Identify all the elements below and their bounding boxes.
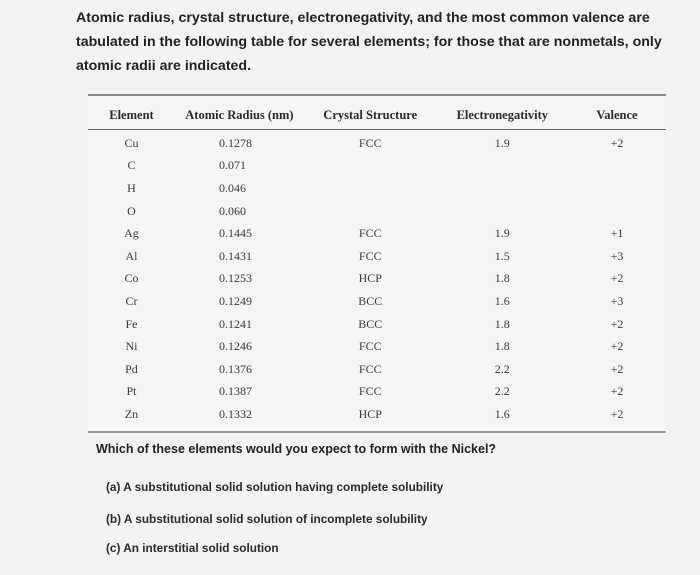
- cell-crystal-structure: FCC: [358, 384, 382, 399]
- cell-valence: +2: [610, 361, 624, 376]
- cell-crystal-structure: FCC: [358, 339, 382, 354]
- header-atomic-radius: Atomic Radius (nm): [185, 107, 294, 122]
- cell-atomic-radius: 0.1431: [218, 248, 252, 263]
- cell-crystal-structure: [304, 177, 437, 200]
- cell-element: Pt: [126, 384, 137, 399]
- cell-crystal-structure: [304, 155, 437, 178]
- cell-electronegativity: [437, 177, 568, 200]
- table-row: [88, 245, 666, 268]
- cell-electronegativity: 1.9: [494, 226, 510, 241]
- table-row: [88, 177, 666, 200]
- cell-valence: +2: [610, 316, 624, 331]
- header-crystal-structure: Crystal Structure: [323, 107, 418, 122]
- cell-atomic-radius: 0.1445: [218, 226, 252, 241]
- cell-atomic-radius: 0.1387: [218, 384, 252, 399]
- table-row: [88, 132, 666, 155]
- cell-crystal-structure: HCP: [358, 406, 382, 421]
- cell-valence: +2: [610, 135, 624, 150]
- cell-element: Al: [125, 248, 138, 263]
- cell-valence: +2: [610, 339, 624, 354]
- cell-atomic-radius: 0.1241: [218, 316, 252, 331]
- table-row: [88, 222, 666, 245]
- cell-atomic-radius: 0.046: [218, 180, 246, 195]
- cell-valence: +1: [610, 226, 624, 241]
- table-header-row: [88, 98, 666, 132]
- table-top-rule: [88, 94, 666, 96]
- cell-atomic-radius: 0.1253: [218, 271, 252, 286]
- cell-electronegativity: [437, 155, 568, 178]
- cell-valence: +3: [610, 248, 624, 263]
- cell-electronegativity: 1.8: [494, 316, 510, 331]
- table-row: [88, 358, 666, 381]
- cell-crystal-structure: [304, 200, 437, 223]
- cell-electronegativity: 1.5: [494, 248, 510, 263]
- cell-atomic-radius: 0.1246: [218, 339, 252, 354]
- cell-valence: [568, 177, 666, 200]
- intro-paragraph: Atomic radius, crystal structure, electronegativity, and the most common valence are tabulated in the following table for several elements; for those that are nonmetals, only atomic radii are indicated.: [76, 10, 662, 74]
- header-valence: Valence: [596, 107, 638, 122]
- cell-electronegativity: 1.6: [494, 293, 510, 308]
- cell-element: C: [127, 158, 136, 173]
- cell-electronegativity: [437, 200, 568, 223]
- cell-element: Cu: [124, 135, 139, 150]
- cell-element: Pd: [125, 361, 138, 376]
- table-row: [88, 335, 666, 358]
- cell-crystal-structure: BCC: [358, 316, 383, 331]
- cell-element: Fe: [125, 316, 138, 331]
- option-a: (a) A substitutional solid solution having complete solubility: [106, 480, 444, 494]
- cell-crystal-structure: HCP: [358, 271, 382, 286]
- cell-crystal-structure: BCC: [358, 293, 383, 308]
- cell-element: Cr: [125, 293, 138, 308]
- cell-crystal-structure: FCC: [358, 248, 382, 263]
- cell-electronegativity: 2.2: [494, 361, 510, 376]
- cell-element: Ag: [124, 226, 139, 241]
- cell-atomic-radius: 0.1249: [218, 293, 252, 308]
- cell-valence: +2: [610, 406, 624, 421]
- table-row: [88, 200, 666, 223]
- table-row: [88, 381, 666, 404]
- cell-atomic-radius: 0.1376: [218, 361, 252, 376]
- cell-electronegativity: 1.8: [494, 339, 510, 354]
- table-row: [88, 268, 666, 291]
- cell-element: Zn: [124, 406, 139, 421]
- cell-atomic-radius: 0.1278: [218, 135, 252, 150]
- question-text: Which of these elements would you expect to form with the Nickel?: [96, 442, 497, 456]
- cell-atomic-radius: 0.071: [218, 158, 246, 173]
- header-electronegativity: Electronegativity: [456, 107, 548, 122]
- cell-crystal-structure: FCC: [358, 226, 382, 241]
- cell-element: H: [127, 180, 136, 195]
- cell-electronegativity: 1.8: [494, 271, 510, 286]
- cell-valence: +2: [610, 384, 624, 399]
- cell-crystal-structure: FCC: [358, 135, 382, 150]
- table-row: [88, 155, 666, 178]
- table-bottom-rule: [88, 431, 666, 433]
- element-table: [88, 94, 666, 434]
- cell-electronegativity: 1.9: [494, 135, 510, 150]
- option-b: (b) A substitutional solid solution of incomplete solubility: [106, 512, 428, 526]
- cell-valence: [568, 200, 666, 223]
- cell-element: Co: [124, 271, 139, 286]
- cell-valence: [568, 155, 666, 178]
- option-c: (c) An interstitial solid solution: [106, 541, 279, 555]
- cell-atomic-radius: 0.1332: [218, 406, 252, 421]
- cell-element: O: [127, 203, 136, 218]
- table-row: [88, 290, 666, 313]
- cell-crystal-structure: FCC: [358, 361, 382, 376]
- cell-valence: +2: [610, 271, 624, 286]
- cell-valence: +3: [610, 293, 624, 308]
- cell-electronegativity: 1.6: [494, 406, 510, 421]
- header-element: Element: [109, 107, 154, 122]
- cell-element: Ni: [125, 339, 138, 354]
- table-row: [88, 313, 666, 336]
- cell-electronegativity: 2.2: [494, 384, 510, 399]
- table-row: [88, 403, 666, 426]
- table-body: [88, 132, 666, 426]
- cell-atomic-radius: 0.060: [218, 203, 246, 218]
